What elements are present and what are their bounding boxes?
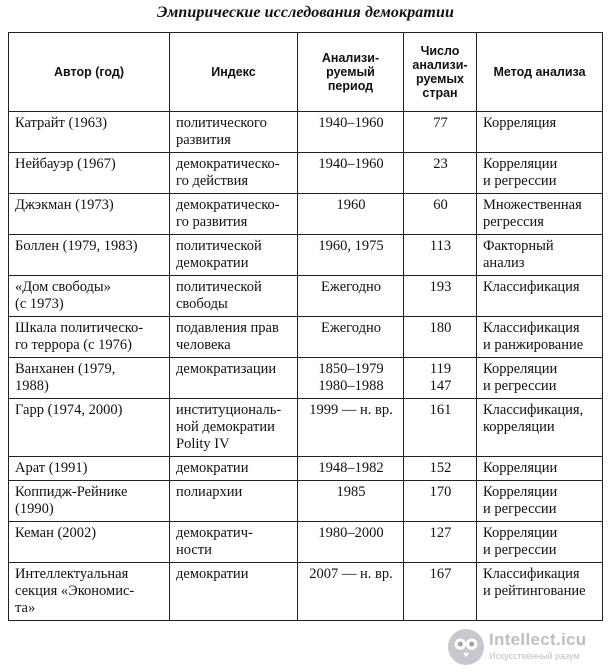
cell-method: Классификация xyxy=(477,276,603,317)
cell-index: демократическо- го действия xyxy=(170,153,298,194)
table-row xyxy=(9,399,603,457)
table-row xyxy=(9,481,603,522)
cell-author: Джэкман (1973) xyxy=(9,194,170,235)
cell-period: 1960 xyxy=(298,194,404,235)
cell-method: Корреляции и регрессии xyxy=(477,358,603,399)
cell-method: Корреляция xyxy=(477,112,603,153)
cell-method: Корреляции и регрессии xyxy=(477,481,603,522)
cell-period: 1960, 1975 xyxy=(298,235,404,276)
cell-method: Корреляции xyxy=(477,457,603,481)
cell-index: демократии xyxy=(170,457,298,481)
cell-period: 1948–1982 xyxy=(298,457,404,481)
table-row xyxy=(9,317,603,358)
cell-countries: 152 xyxy=(404,457,477,481)
cell-author: «Дом свободы» (с 1973) xyxy=(9,276,170,317)
header-method: Метод анализа xyxy=(477,33,603,112)
cell-method: Множественная регрессия xyxy=(477,194,603,235)
cell-index: демократии xyxy=(170,563,298,621)
cell-index: политического развития xyxy=(170,112,298,153)
cell-author: Нейбауэр (1967) xyxy=(9,153,170,194)
cell-author: Гарр (1974, 2000) xyxy=(9,399,170,457)
header-countries: Число анализи- руемых стран xyxy=(404,33,477,112)
owl-logo-icon xyxy=(447,628,485,666)
cell-countries: 23 xyxy=(404,153,477,194)
cell-countries: 127 xyxy=(404,522,477,563)
cell-index: политической демократии xyxy=(170,235,298,276)
table-row xyxy=(9,112,603,153)
cell-method: Классификация и рейтингование xyxy=(477,563,603,621)
cell-period: 1850–1979 1980–1988 xyxy=(298,358,404,399)
cell-author: Катрайт (1963) xyxy=(9,112,170,153)
cell-countries: 170 xyxy=(404,481,477,522)
cell-index: демократизации xyxy=(170,358,298,399)
cell-period: 1940–1960 xyxy=(298,153,404,194)
cell-method: Корреляции и регрессии xyxy=(477,153,603,194)
cell-index: институциональ- ной демократии Polity IV xyxy=(170,399,298,457)
cell-author: Коппидж-Рейнике (1990) xyxy=(9,481,170,522)
cell-period: 1980–2000 xyxy=(298,522,404,563)
table-row xyxy=(9,194,603,235)
cell-index: демократическо- го развития xyxy=(170,194,298,235)
cell-author: Арат (1991) xyxy=(9,457,170,481)
cell-index: подавления прав человека xyxy=(170,317,298,358)
header-index: Индекс xyxy=(170,33,298,112)
cell-period: 1999 — н. вр. xyxy=(298,399,404,457)
cell-period: Ежегодно xyxy=(298,317,404,358)
table-row xyxy=(9,276,603,317)
page-title: Эмпирические исследования демократии xyxy=(157,4,454,21)
watermark-subtitle: Искусственный разум xyxy=(489,651,580,661)
table-row xyxy=(9,457,603,481)
cell-author: Интеллектуальная секция «Экономис- та» xyxy=(9,563,170,621)
header-period: Анализи- руемый период xyxy=(298,33,404,112)
cell-method: Классификация, корреляции xyxy=(477,399,603,457)
cell-countries: 167 xyxy=(404,563,477,621)
cell-countries: 60 xyxy=(404,194,477,235)
cell-period: 1985 xyxy=(298,481,404,522)
cell-author: Кеман (2002) xyxy=(9,522,170,563)
cell-period: Ежегодно xyxy=(298,276,404,317)
cell-index: полиархии xyxy=(170,481,298,522)
watermark xyxy=(447,626,607,668)
cell-countries: 113 xyxy=(404,235,477,276)
cell-method: Факторный анализ xyxy=(477,235,603,276)
cell-index: политической свободы xyxy=(170,276,298,317)
table-row xyxy=(9,153,603,194)
cell-countries: 119 147 xyxy=(404,358,477,399)
table-row xyxy=(9,522,603,563)
cell-index: демократич- ности xyxy=(170,522,298,563)
table-row xyxy=(9,563,603,621)
table-row xyxy=(9,235,603,276)
cell-author: Ванханен (1979, 1988) xyxy=(9,358,170,399)
header-author: Автор (год) xyxy=(9,33,170,112)
cell-method: Корреляции и регрессии xyxy=(477,522,603,563)
cell-countries: 161 xyxy=(404,399,477,457)
cell-countries: 77 xyxy=(404,112,477,153)
cell-author: Шкала политическо- го террора (с 1976) xyxy=(9,317,170,358)
democracy-studies-table xyxy=(8,32,603,621)
cell-author: Боллен (1979, 1983) xyxy=(9,235,170,276)
cell-countries: 180 xyxy=(404,317,477,358)
table-row xyxy=(9,358,603,399)
watermark-title: Intellect.icu xyxy=(489,630,587,649)
cell-countries: 193 xyxy=(404,276,477,317)
cell-period: 2007 — н. вр. xyxy=(298,563,404,621)
table-header-row xyxy=(9,33,603,112)
cell-period: 1940–1960 xyxy=(298,112,404,153)
cell-method: Классификация и ранжирование xyxy=(477,317,603,358)
